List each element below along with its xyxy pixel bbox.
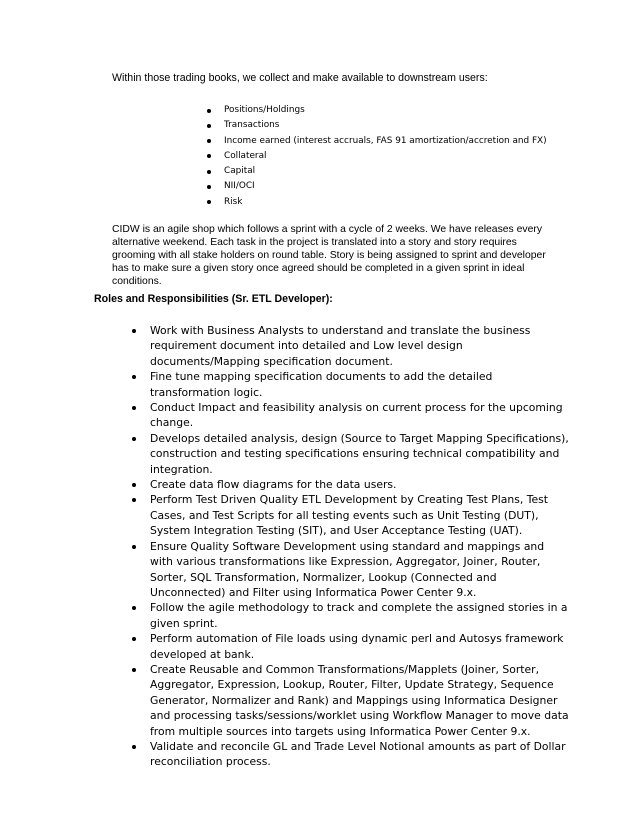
list-item: Fine tune mapping specification documents to add the detailed transformation logic. xyxy=(130,369,570,400)
roles-heading: Roles and Responsibilities (Sr. ETL Developer): xyxy=(94,293,333,305)
list-item: Ensure Quality Software Development using standard and mappings and with various transformations like Expression, Aggregator, Joiner, Router, Sorter, SQL Transformation, Normalizer, Lookup (Connected and Unconnected) and Filter using Informatica Power Center 9.x. xyxy=(130,539,570,601)
list-item: Conduct Impact and feasibility analysis on current process for the upcoming change. xyxy=(130,400,570,431)
list-item: Validate and reconcile GL and Trade Level Notional amounts as part of Dollar reconciliation process. xyxy=(130,739,570,770)
list-item: Capital xyxy=(205,164,547,179)
list-item: Work with Business Analysts to understand and translate the business requirement document into detailed and Low level design documents/Mapping specification document. xyxy=(130,323,570,369)
list-item: Create data flow diagrams for the data users. xyxy=(130,477,570,492)
list-item: Develops detailed analysis, design (Source to Target Mapping Specifications), construction and testing specifications ensuring technical compatibility and integration. xyxy=(130,431,570,477)
list-item: Transactions xyxy=(205,118,547,133)
list-item: Follow the agile methodology to track and complete the assigned stories in a given sprint. xyxy=(130,600,570,631)
list-item: Risk xyxy=(205,195,547,210)
list-item: Collateral xyxy=(205,149,547,164)
list-item: Perform automation of File loads using dynamic perl and Autosys framework developed at bank. xyxy=(130,631,570,662)
list-item: Perform Test Driven Quality ETL Development by Creating Test Plans, Test Cases, and Test Scripts for all testing events such as Unit Testing (DUT), System Integration Testing (SIT), and User Acceptance Testing (UAT). xyxy=(130,492,570,538)
agile-paragraph: CIDW is an agile shop which follows a sprint with a cycle of 2 weeks. We have releases every alternative weekend. Each task in the project is translated into a story and story requires grooming with all stake holders on round table. Story is being assigned to sprint and developer has to make sure a given story once agreed should be completed in a given sprint in ideal conditions. xyxy=(112,224,546,288)
list-item: Create Reusable and Common Transformations/Mapplets (Joiner, Sorter, Aggregator, Expression, Lookup, Router, Filter, Update Strategy, Sequence Generator, Normalizer and Rank) and Mappings using Informatica Designer and processing tasks/sessions/worklet using Workflow Manager to move data from multiple sources into targets using Informatica Power Center 9.x. xyxy=(130,662,570,739)
list-item: NII/OCI xyxy=(205,179,547,194)
downstream-items-list xyxy=(205,103,547,210)
intro-text: Within those trading books, we collect and make available to downstream users: xyxy=(112,72,488,84)
list-item: Positions/Holdings xyxy=(205,103,547,118)
responsibilities-list xyxy=(130,323,570,770)
list-item: Income earned (interest accruals, FAS 91 amortization/accretion and FX) xyxy=(205,134,547,149)
